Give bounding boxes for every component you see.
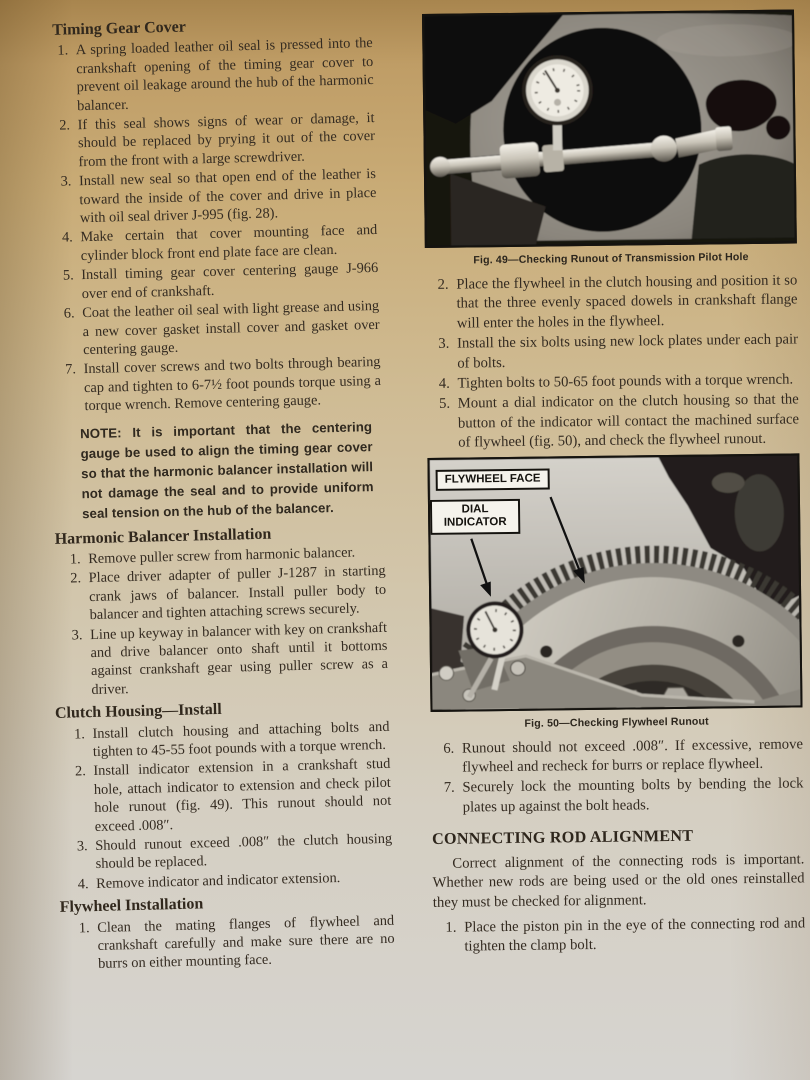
section-heading-flywheel-installation: Flywheel Installation <box>59 895 204 917</box>
list-item: 5. Mount a dial indicator on the clutch housing so that the button of the indicator will contact the machined surface of flywheel (fig. 50), and check the flywheel runout. <box>454 391 800 453</box>
list-item: 7. Securely lock the mounting bolts by bending the lock plates up against the bolt heads. <box>458 775 803 818</box>
figure-50-caption: Fig. 50—Checking Flywheel Runout <box>524 715 709 730</box>
figure-49-photo <box>422 9 797 248</box>
callout-dial-indicator: DIAL INDICATOR <box>430 498 520 535</box>
list-item: 2. If this seal shows signs of wear or damage, it should be replaced by prying it out of the cover from the front with a large screwdriver. <box>73 109 375 172</box>
left-column <box>30 14 398 1088</box>
list-item: 1. Place the piston pin in the eye of the connecting rod and tighten the clamp bolt. <box>460 914 805 957</box>
list-item: 2. Place driver adapter of puller J-1287 in starting crank jaws of balancer. Install puller body to balancer and tighten attaching screws securely. <box>84 562 386 625</box>
list-item: 3. Should runout exceed .008″ the clutch housing should be replaced. <box>91 830 393 874</box>
list-item: 2. Install indicator extension in a crankshaft stud hole, attach indicator to extension and check pilot hole runout (fig. 49). This runout should not exceed .008″. <box>89 755 392 836</box>
list-item: 3. Line up keyway in balancer with key on crankshaft and drive balancer onto shaft until it bottoms against crankshaft gear using puller screw as a driver. <box>86 618 389 699</box>
connecting-rod-intro-paragraph: Correct alignment of the connecting rods is important. Whether new rods are being used or the old ones reinstalled they must be checked for alignment. <box>432 851 805 911</box>
list-item: 7. Install cover screws and two bolts through bearing cap and tighten to 6-7½ foot pounds torque using a torque wrench. Remove centering gauge. <box>79 353 381 416</box>
list-item: 1. Install clutch housing and attaching bolts and tighten to 45-55 foot pounds with a torque wrench. <box>88 717 390 761</box>
section-heading-connecting-rod-alignment: CONNECTING ROD ALIGNMENT <box>431 827 694 849</box>
list-item: 1. Remove puller screw from harmonic balancer. <box>84 543 385 569</box>
instruction-list-timing-gear-cover <box>45 34 382 416</box>
callout-flywheel-face: FLYWHEEL FACE <box>436 468 550 491</box>
list-item: 4. Make certain that cover mounting face and cylinder block front end plate face are clean. <box>76 221 378 265</box>
list-item: 1. A spring loaded leather oil seal is pressed into the crankshaft opening of the timing gear cover to prevent oil leakage around the hub of the harmonic balancer. <box>72 34 375 115</box>
instruction-list-connecting-rod <box>433 914 805 957</box>
right-column <box>422 9 807 1079</box>
note-paragraph: NOTE: It is important that the centering gauge be used to align the timing gear cover so that the harmonic balancer installation will not damage the seal and to provide uniform seal tension on the hub of the balancer. <box>79 418 374 521</box>
list-item: 4. Remove indicator and indicator extension. <box>92 868 393 894</box>
list-item: 4. Tighten bolts to 50-65 foot pounds with a torque wrench. <box>453 370 798 394</box>
instruction-list-harmonic-balancer <box>57 543 389 700</box>
section-heading-harmonic-balancer: Harmonic Balancer Installation <box>54 525 272 548</box>
figure-50-photo <box>427 453 802 712</box>
section-heading-clutch-housing: Clutch Housing—Install <box>54 701 222 723</box>
figure-50-illustration <box>429 455 800 709</box>
section-heading-timing-gear-cover: Timing Gear Cover <box>52 18 187 39</box>
list-item: 3. Install new seal so that open end of the leather is toward the inside of the cover and drive in place with oil seal driver J-995 (fig. 28). <box>75 165 377 228</box>
instruction-list-flywheel-runout <box>431 735 804 818</box>
list-item: 3. Install the six bolts using new lock plates under each pair of bolts. <box>453 331 798 374</box>
figure-49-caption: Fig. 49—Checking Runout of Transmission Pilot Hole <box>473 251 749 267</box>
instruction-list-flywheel <box>66 911 395 974</box>
instruction-list-flywheel-install <box>425 271 799 453</box>
list-item: 5. Install timing gear cover centering gauge J-966 over end of crankshaft. <box>77 259 379 303</box>
list-item: 1. Clean the mating flanges of flywheel and crankshaft carefully and make sure there are no burrs on either mounting face. <box>93 911 395 974</box>
list-item: 6. Coat the leather oil seal with light grease and using a new cover gasket install cover and gasket over centering gauge. <box>78 297 380 360</box>
figure-49-illustration <box>424 11 795 245</box>
instruction-list-clutch-housing <box>61 717 393 894</box>
list-item: 6. Runout should not exceed .008″. If excessive, remove flywheel and recheck for burrs or replace flywheel. <box>458 735 803 778</box>
list-item: 2. Place the flywheel in the clutch housing and position it so that the three evenly spaced dowels in crankshaft flange will enter the holes in the flywheel. <box>452 271 798 333</box>
